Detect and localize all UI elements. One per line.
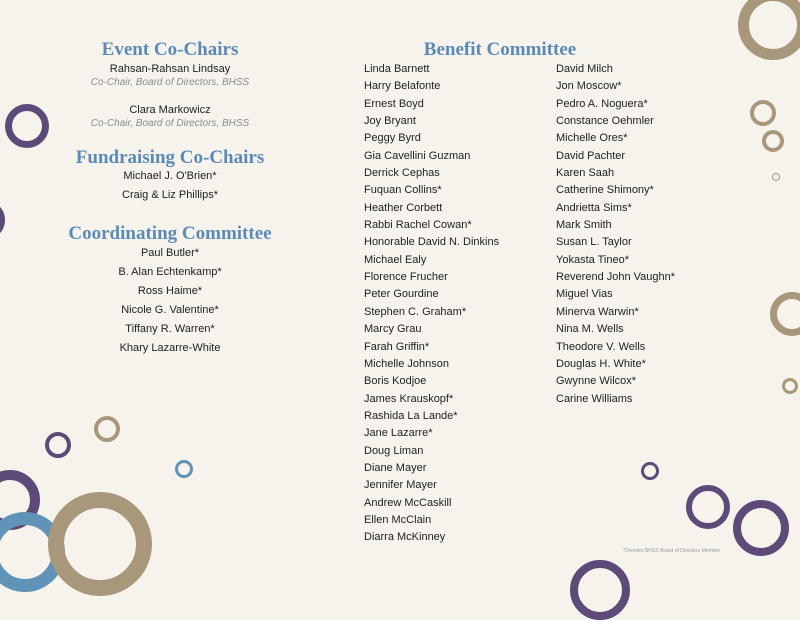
benefit-committee-name: Theodore V. Wells [556, 340, 646, 353]
decorative-ring [5, 104, 49, 148]
benefit-committee-name: Joy Bryant [364, 115, 416, 128]
event-cochairs-heading: Event Co-Chairs [101, 39, 239, 60]
decorative-ring [0, 200, 5, 240]
benefit-committee-name: Ernest Boyd [364, 97, 424, 110]
benefit-committee-name: Andrew McCaskill [364, 496, 452, 509]
decorative-ring [94, 416, 120, 442]
benefit-committee-name: Florence Frucher [364, 271, 448, 284]
decorative-ring [762, 130, 784, 152]
benefit-committee-name: Farah Griffin* [364, 340, 430, 353]
decorative-ring [48, 492, 152, 596]
event-cochair-role: Co-Chair, Board of Directors, BHSS [90, 77, 250, 88]
coordinating-committee-name: Ross Haime* [137, 285, 203, 297]
benefit-committee-name: David Milch [556, 63, 613, 75]
decorative-ring [686, 485, 730, 529]
coordinating-committee-heading: Coordinating Committee [68, 223, 272, 244]
event-cochair-role: Co-Chair, Board of Directors, BHSS [90, 118, 250, 129]
coordinating-committee-name: B. Alan Echtenkamp* [118, 266, 222, 278]
benefit-committee-name: Fuquan Collins* [364, 184, 442, 197]
benefit-committee-name: Mark Smith [556, 219, 612, 232]
coordinating-committee-name: Nicole G. Valentine* [121, 304, 219, 316]
fundraising-cochairs-heading: Fundraising Co-Chairs [75, 147, 265, 168]
decorative-ring [733, 500, 789, 556]
benefit-committee-name: Andrietta Sims* [556, 201, 632, 214]
benefit-committee-name: Douglas H. White* [556, 357, 646, 370]
benefit-committee-name: Yokasta Tineo* [556, 253, 629, 266]
decorative-ring [641, 462, 659, 480]
benefit-committee-name: Carine Williams [556, 392, 633, 405]
benefit-committee-name: Michael Ealy [364, 253, 427, 266]
event-cochair-name: Clara Markowicz [129, 104, 211, 116]
decorative-ring [45, 432, 71, 458]
benefit-committee-name: Doug Liman [364, 444, 424, 457]
benefit-committee-name: Reverend John Vaughn* [556, 271, 676, 284]
benefit-committee-name: Harry Belafonte [364, 80, 441, 93]
benefit-committee-name: Michelle Ores* [556, 132, 628, 145]
coordinating-committee-name: Paul Butler* [140, 247, 200, 259]
decorative-ring [738, 0, 800, 60]
benefit-committee-name: David Pachter [556, 149, 626, 162]
benefit-committee-name: Gwynne Wilcox* [556, 375, 637, 388]
benefit-committee-name: Nina M. Wells [556, 323, 624, 336]
decorative-ring [570, 560, 630, 620]
benefit-committee-name: Diarra McKinney [364, 531, 446, 544]
benefit-committee-heading: Benefit Committee [423, 39, 577, 60]
benefit-committee-name: Susan L. Taylor [556, 236, 632, 249]
benefit-committee-name: Derrick Cephas [364, 167, 440, 180]
decorative-ring [772, 173, 780, 181]
decorative-ring [750, 100, 776, 126]
benefit-committee-name: Karen Saah [556, 167, 615, 180]
benefit-committee-name: Michelle Johnson [364, 357, 449, 370]
benefit-committee-name: Miguel Vias [556, 288, 613, 301]
benefit-committee-name: Pedro A. Noguera* [556, 97, 648, 110]
benefit-committee-name: James Krauskopf* [364, 392, 454, 405]
coordinating-committee-name: Khary Lazarre-White [119, 342, 221, 354]
benefit-committee-name: Jane Lazarre* [364, 427, 433, 440]
coordinating-committee-name: Tiffany R. Warren* [125, 323, 215, 335]
benefit-committee-name: Jon Moscow* [556, 80, 622, 93]
decorative-ring [782, 378, 798, 394]
benefit-committee-name: Peter Gourdine [364, 288, 439, 301]
benefit-committee-name: Diane Mayer [364, 461, 427, 474]
benefit-committee-name: Gia Cavellini Guzman [364, 149, 471, 162]
benefit-committee-name: Linda Barnett [364, 63, 430, 75]
event-cochair-name: Rahsan-Rahsan Lindsay [109, 63, 231, 75]
benefit-committee-column-2 [556, 61, 675, 408]
decorative-ring [175, 460, 193, 478]
benefit-committee-name: Heather Corbett [364, 201, 443, 214]
benefit-committee-name: Ellen McClain [364, 513, 432, 526]
benefit-committee-name: Stephen C. Graham* [364, 305, 467, 318]
benefit-committee-name: Boris Kodjoe [364, 375, 427, 388]
board-member-footnote: *Denotes BHSS Board of Directors Member [623, 548, 720, 554]
decorative-ring [770, 292, 800, 336]
benefit-committee-name: Rashida La Lande* [364, 409, 458, 422]
benefit-committee-name: Rabbi Rachel Cowan* [364, 219, 472, 232]
benefit-committee-name: Constance Oehmler [556, 115, 654, 128]
fundraising-cochair-name: Michael J. O'Brien* [123, 170, 217, 182]
fundraising-cochair-name: Craig & Liz Phillips* [122, 189, 218, 201]
benefit-committee-name: Minerva Warwin* [556, 305, 639, 318]
benefit-committee-name: Jennifer Mayer [364, 479, 437, 492]
benefit-committee-column-1 [364, 61, 499, 547]
benefit-committee-name: Peggy Byrd [364, 132, 421, 145]
benefit-committee-name: Honorable David N. Dinkins [364, 236, 500, 249]
benefit-committee-name: Marcy Grau [364, 323, 422, 336]
benefit-committee-name: Catherine Shimony* [556, 184, 654, 197]
